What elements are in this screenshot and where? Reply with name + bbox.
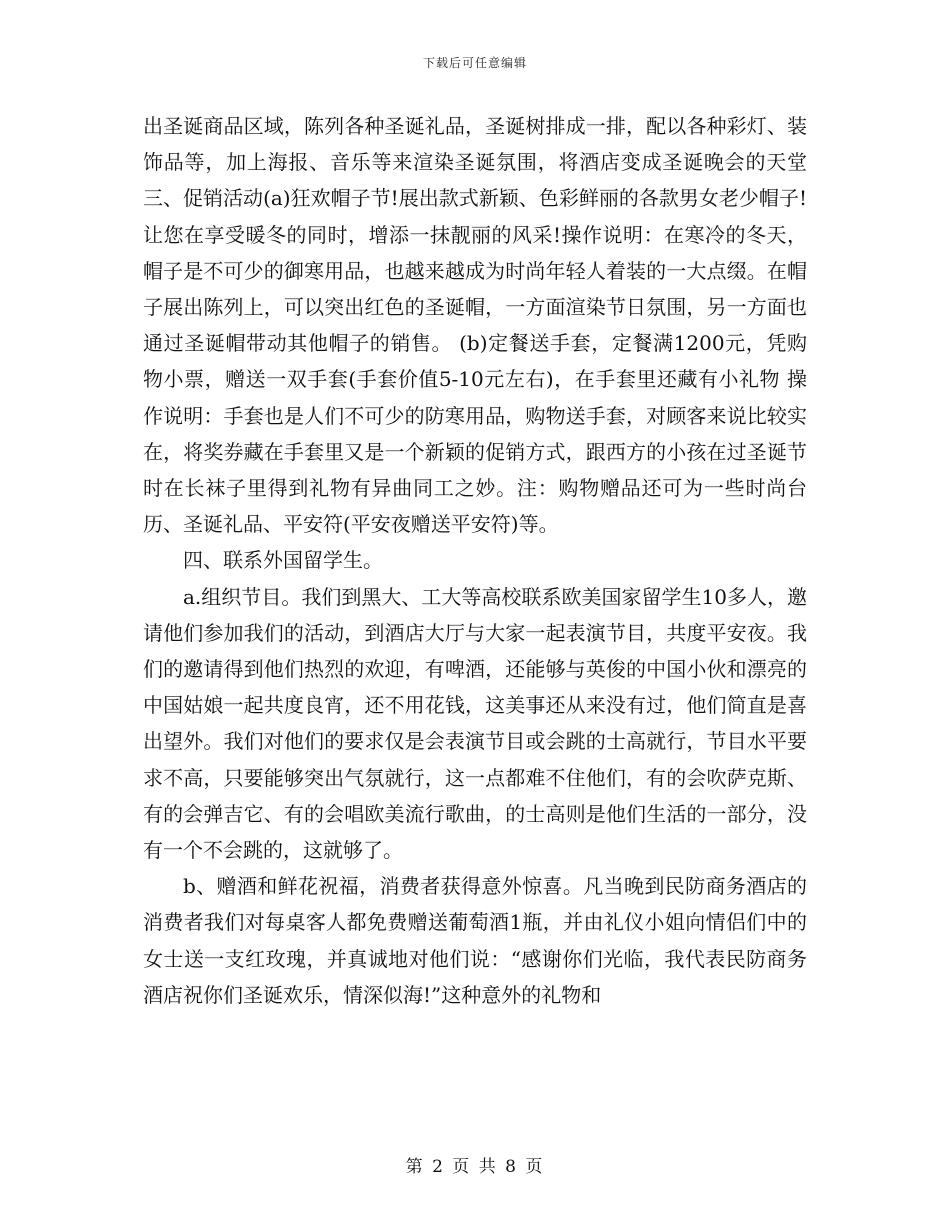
paragraph-section-four-heading: 四、联系外国留学生。 (183, 548, 383, 573)
page-header: 下载后可任意编辑 (422, 56, 527, 70)
paragraph-wine-flowers: b、赠酒和鲜花祝福，消费者获得意外惊喜。凡当晚到民防商务酒店的消费者我们对每桌客人都免费赠送葡萄酒1瓶，并由礼仪小姐向情侣们中的女士送一支红玫瑰，并真诚地对他们说：“感谢你们光临，我代表民防商务酒店祝你们圣诞欢乐，情深似海!”这种意外的礼物和 (143, 874, 807, 1007)
page-footer-page-number: 第 2 页 共 8 页 (405, 1157, 545, 1177)
paragraph-promotion: 出圣诞商品区域，陈列各种圣诞礼品，圣诞树排成一排，配以各种彩灯、装饰品等，加上海报、音乐等来渲染圣诞氛围，将酒店变成圣诞晚会的天堂三、促销活动(a)狂欢帽子节!展出款式新颖、色彩鲜丽的各款男女老少帽子!让您在享受暖冬的同时，增添一抹靓丽的风采!操作说明：在寒冷的冬天，帽子是不可少的御寒用品，也越来越成为时尚年轻人着装的一大点缀。在帽子展出陈列上，可以突出红色的圣诞帽，一方面渲染节日氛围，另一方面也通过圣诞帽带动其他帽子的销售。 (b)定餐送手套，定餐满1200元，凭购物小票，赠送一双手套(手套价值5-10元左右)，在手套里还藏有小礼物 操作说明：手套也是人们不可少的防寒用品，购物送手套，对顾客来说比较实在，将奖券藏在手套里又是一个新颖的促销方式，跟西方的小孩在过圣诞节时在长袜子里得到礼物有异曲同工之妙。注：购物赠品还可为一些时尚台历、圣诞礼品、平安符(平安夜赠送平安符)等。 (143, 114, 807, 537)
document-body (143, 108, 807, 1013)
paragraph-organize-program: a.组织节目。我们到黑大、工大等高校联系欧美国家留学生10多人，邀请他们参加我们的活动，到酒店大厅与大家一起表演节目，共度平安夜。我们的邀请得到他们热烈的欢迎，有啤酒，还能够与英俊的中国小伙和漂亮的中国姑娘一起共度良宵，还不用花钱，这美事还从来没有过，他们简直是喜出望外。我们对他们的要求仅是会表演节目或会跳的士高就行，节目水平要求不高，只要能够突出气氛就行，这一点都难不住他们，有的会吹萨克斯、有的会弹吉它、有的会唱欧美流行歌曲，的士高则是他们生活的一部分，没有一个不会跳的，这就够了。 (143, 584, 807, 863)
